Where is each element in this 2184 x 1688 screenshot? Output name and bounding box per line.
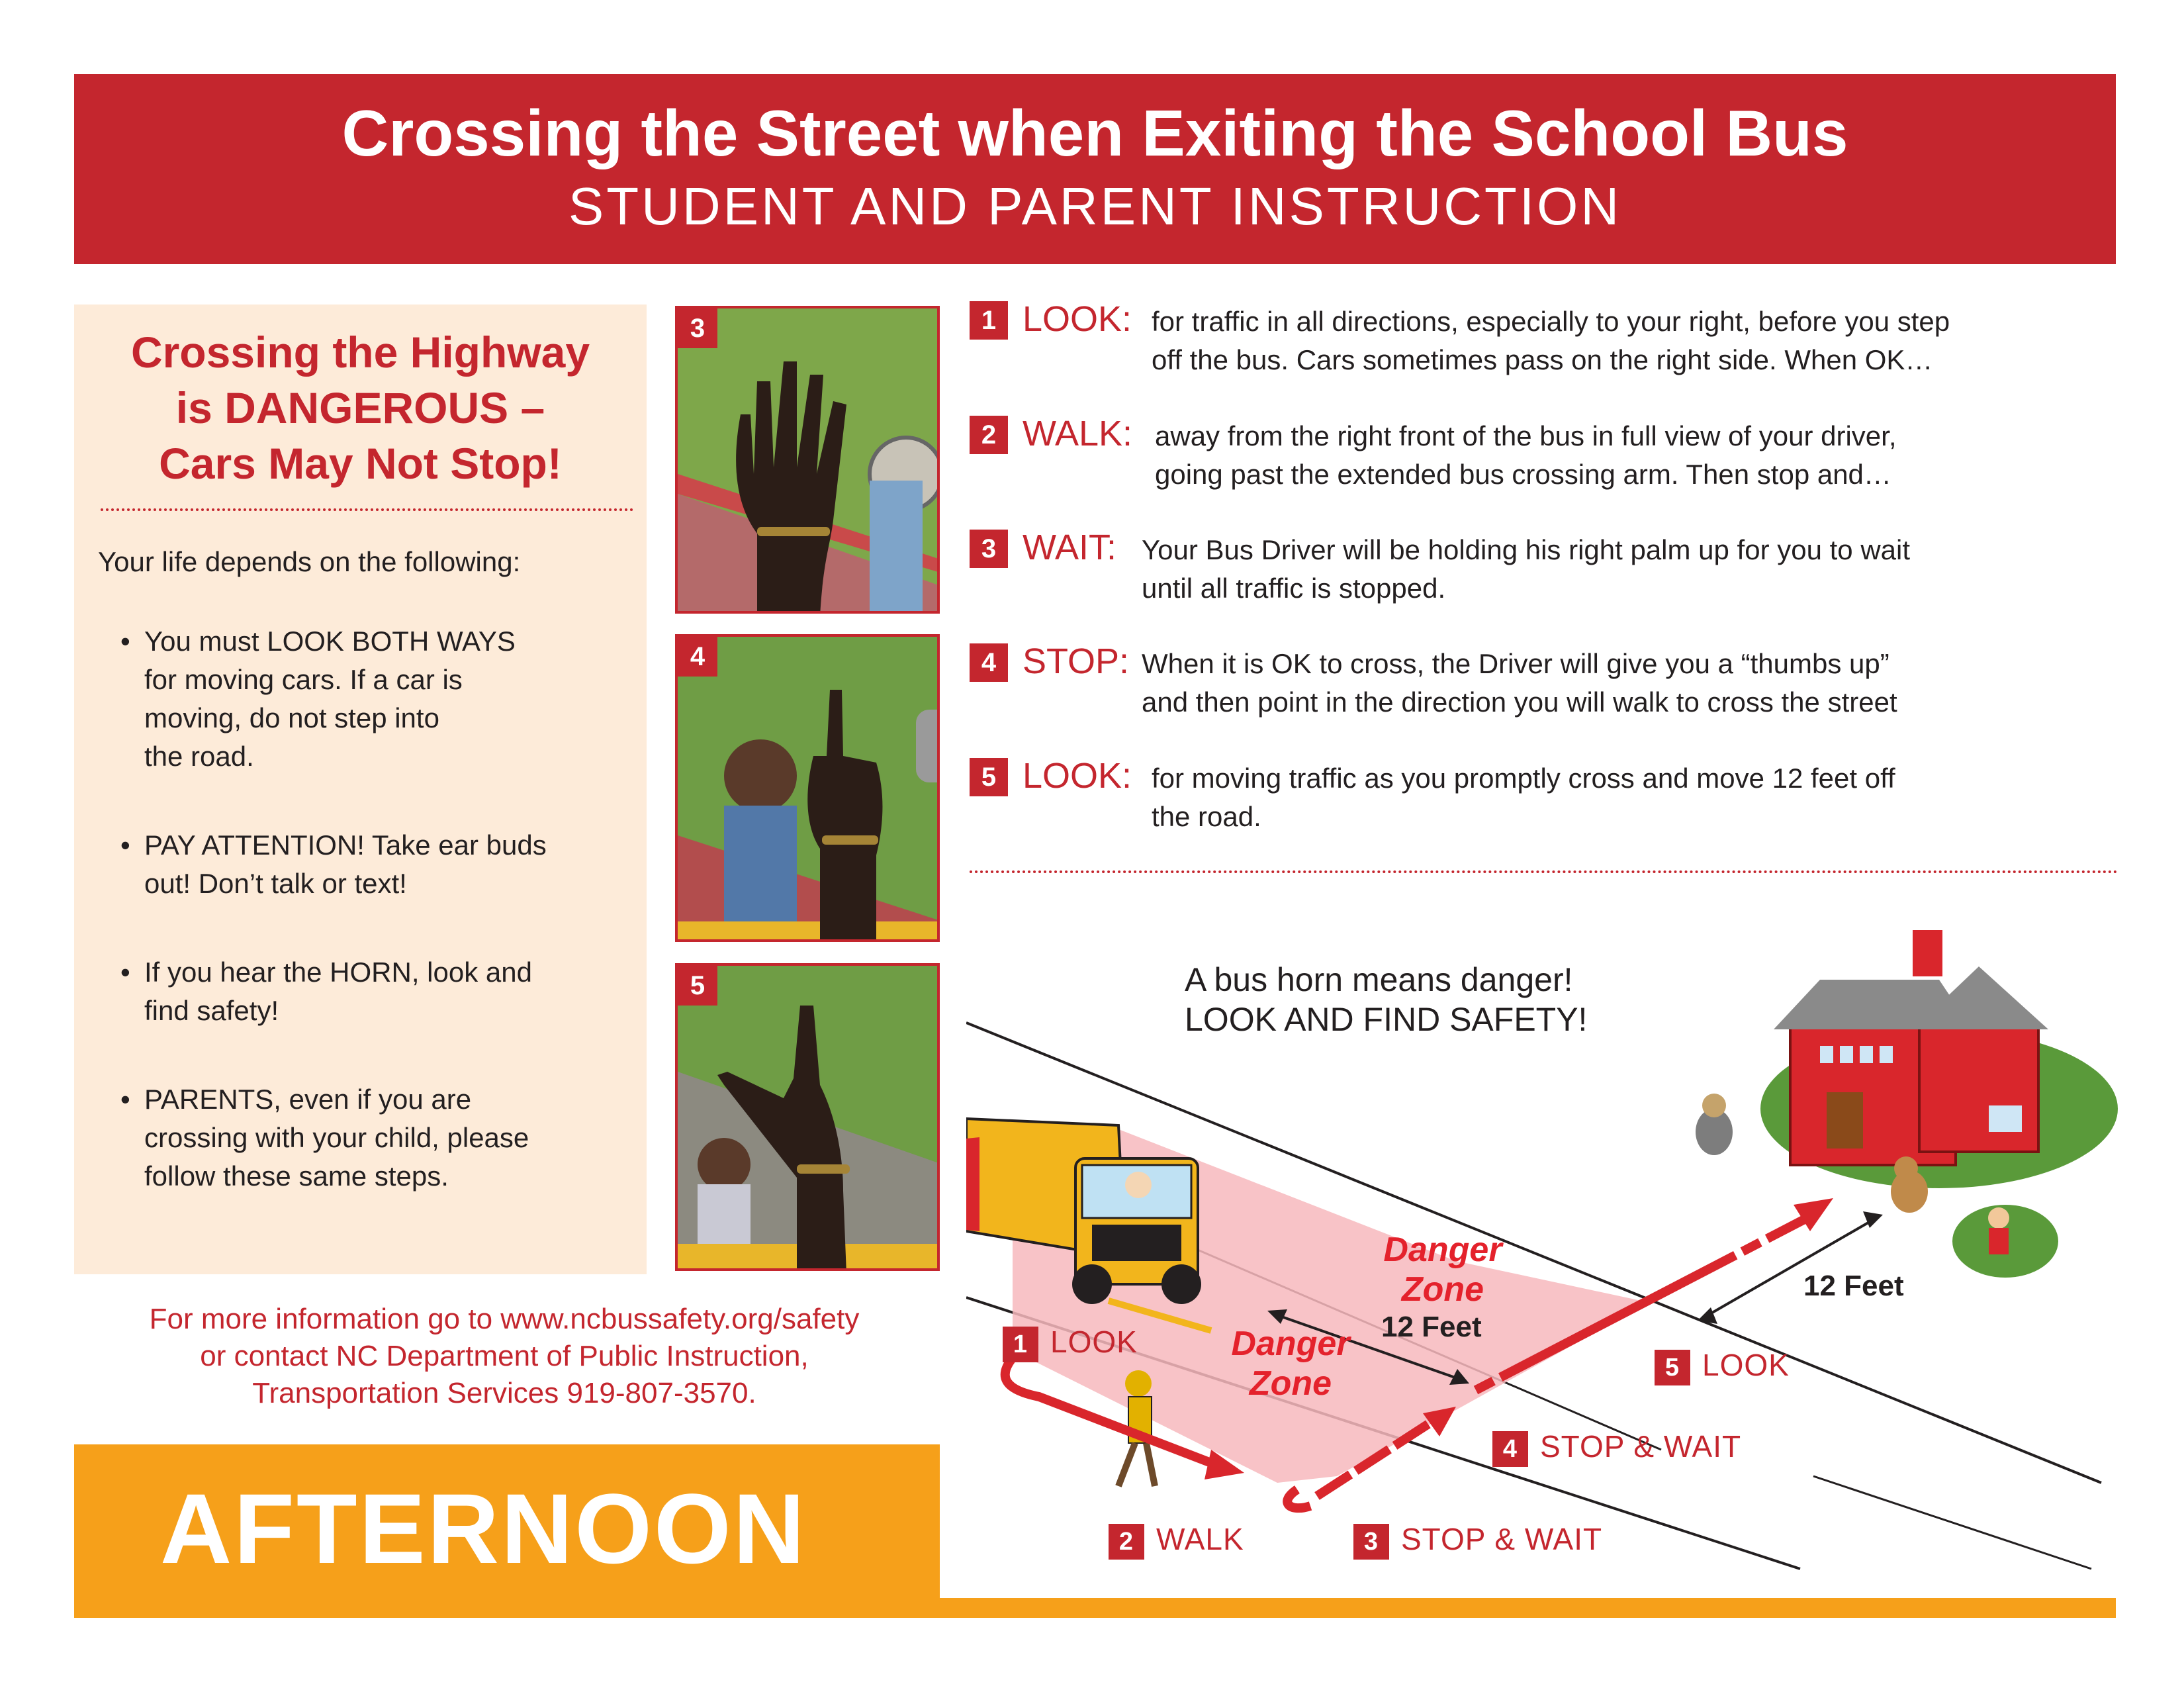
afternoon-label: AFTERNOON	[160, 1473, 807, 1584]
step-line: the road.	[1152, 801, 1261, 832]
step-line: for traffic in all directions, especially to your right, before you step	[1152, 306, 1950, 337]
photo-thumbs-up	[675, 634, 940, 942]
step-line: until all traffic is stopped.	[1142, 573, 1446, 604]
lane-line	[1813, 1476, 2091, 1569]
more-info-line: Transportation Services 919-807-3570.	[252, 1377, 756, 1409]
bullet-line: the road.	[144, 741, 254, 772]
diagram-step-number: 3	[1353, 1524, 1389, 1560]
danger-title-line: Cars May Not Stop!	[159, 439, 562, 488]
danger-zone-word: Danger	[1383, 1231, 1502, 1269]
safety-bullet: • If you hear the HORN, look and find safety!	[120, 953, 623, 1030]
step-keyword: LOOK:	[1023, 756, 1132, 796]
step-number-badge: 5	[970, 758, 1008, 796]
photo-pointing	[675, 963, 940, 1271]
bullet-line: You must LOOK BOTH WAYS	[144, 626, 516, 657]
step-keyword: WALK:	[1023, 414, 1133, 453]
step-text	[1142, 645, 2088, 722]
bullet-line: find safety!	[144, 995, 279, 1026]
dotted-divider	[101, 508, 633, 511]
diagram-step-number: 5	[1655, 1350, 1690, 1385]
bullet-line: for moving cars. If a car is	[144, 664, 463, 695]
diagram-step-stop-wait	[1353, 1521, 1602, 1560]
step-line: off the bus. Cars sometimes pass on the right side. When OK…	[1152, 344, 1933, 375]
danger-zone-label	[1377, 1230, 1509, 1309]
school-bus-icon	[966, 1119, 1211, 1331]
page-title: Crossing the Street when Exiting the School Bus	[341, 97, 1848, 169]
step-line: When it is OK to cross, the Driver will give you a “thumbs up”	[1142, 648, 1889, 679]
pointing-hand-photo-icon	[678, 966, 940, 1271]
bullet-line: PAY ATTENTION! Take ear buds	[144, 829, 547, 861]
step-line: going past the extended bus crossing arm. Then stop and…	[1155, 459, 1891, 490]
danger-zone-word: Danger	[1231, 1325, 1350, 1363]
photo-number-badge: 3	[678, 308, 717, 348]
danger-zone-word: Zone	[1401, 1270, 1484, 1309]
horn-line: A bus horn means danger!	[1185, 961, 1573, 998]
dotted-divider	[970, 870, 2118, 873]
danger-zone-label	[1224, 1324, 1357, 1403]
safety-bullet: • PARENTS, even if you are crossing with your child, please follow these same steps.	[120, 1080, 623, 1196]
danger-zone-word: Zone	[1249, 1364, 1332, 1403]
step-keyword: WAIT:	[1023, 528, 1116, 567]
page-subtitle: STUDENT AND PARENT INSTRUCTION	[568, 177, 1622, 236]
danger-panel-title	[74, 324, 647, 491]
photo-palm-up	[675, 306, 940, 614]
crossing-diagram	[966, 887, 2131, 1602]
bullet-line: PARENTS, even if you are	[144, 1084, 472, 1115]
header-banner	[74, 74, 2116, 264]
photo-number-badge: 4	[678, 637, 717, 677]
step-number-badge: 2	[970, 416, 1008, 454]
bullet-line: out! Don’t talk or text!	[144, 868, 407, 899]
step-text	[1152, 303, 2098, 379]
safety-bullet: • You must LOOK BOTH WAYS for moving cars. If a car is moving, do not step into the road.	[120, 622, 623, 776]
distance-label: 12 Feet	[1803, 1270, 1904, 1302]
horn-line: LOOK AND FIND SAFETY!	[1185, 1001, 1588, 1038]
bullet-line: follow these same steps.	[144, 1160, 449, 1192]
diagram-step-number: 2	[1109, 1524, 1144, 1560]
step-number-badge: 3	[970, 530, 1008, 568]
step-line: Your Bus Driver will be holding his right palm up for you to wait	[1142, 534, 1911, 565]
step-line: for moving traffic as you promptly cross and move 12 feet off	[1152, 763, 1895, 794]
bottom-orange-stripe	[940, 1598, 2116, 1618]
afternoon-banner	[74, 1444, 940, 1618]
bullet-line: crossing with your child, please	[144, 1122, 529, 1153]
house-icon	[1760, 930, 2118, 1188]
photo-number-badge: 5	[678, 966, 717, 1006]
bullet-line: moving, do not step into	[144, 702, 439, 733]
thumbs-up-hand-photo-icon	[678, 637, 940, 942]
safety-bullet-list	[120, 622, 623, 1246]
diagram-step-number: 4	[1492, 1431, 1528, 1467]
more-info-line: For more information go to www.ncbussafety.org/safety	[149, 1303, 860, 1335]
horn-warning	[1185, 960, 1587, 1039]
step-line: away from the right front of the bus in full view of your driver,	[1155, 420, 1897, 451]
step-number-badge: 1	[970, 301, 1008, 340]
palm-up-hand-photo-icon	[678, 308, 940, 614]
step-line: and then point in the direction you will walk to cross the street	[1142, 686, 1897, 718]
step-text	[1152, 759, 2098, 836]
step-text	[1142, 531, 2088, 608]
step-keyword: STOP:	[1023, 641, 1130, 681]
dog-icon	[1696, 1094, 1733, 1155]
danger-title-line: is DANGEROUS –	[175, 383, 545, 432]
more-info-text	[74, 1301, 934, 1412]
diagram-step-text: WALK	[1156, 1522, 1244, 1556]
diagram-step-look	[1003, 1324, 1138, 1362]
diagram-step-stop-wait	[1492, 1429, 1741, 1467]
bullet-line: If you hear the HORN, look and	[144, 957, 532, 988]
distance-label: 12 Feet	[1381, 1311, 1482, 1343]
danger-panel-intro: Your life depends on the following:	[98, 546, 521, 577]
more-info-line: or contact NC Department of Public Instruction,	[200, 1340, 809, 1372]
diagram-step-look	[1655, 1347, 1790, 1385]
diagram-step-text: LOOK	[1050, 1325, 1138, 1359]
children-playing-icon	[1952, 1205, 2058, 1278]
diagram-step-text: STOP & WAIT	[1540, 1429, 1742, 1464]
step-number-badge: 4	[970, 643, 1008, 682]
step-keyword: LOOK:	[1023, 299, 1132, 339]
safety-bullet: • PAY ATTENTION! Take ear buds out! Don’t talk or text!	[120, 826, 623, 903]
step-text	[1155, 417, 2101, 494]
danger-panel	[74, 305, 647, 1274]
danger-title-line: Crossing the Highway	[130, 328, 590, 377]
diagram-step-number: 1	[1003, 1327, 1038, 1362]
diagram-step-text: LOOK	[1702, 1348, 1790, 1382]
diagram-step-text: STOP & WAIT	[1401, 1522, 1603, 1556]
diagram-step-walk	[1109, 1521, 1244, 1560]
